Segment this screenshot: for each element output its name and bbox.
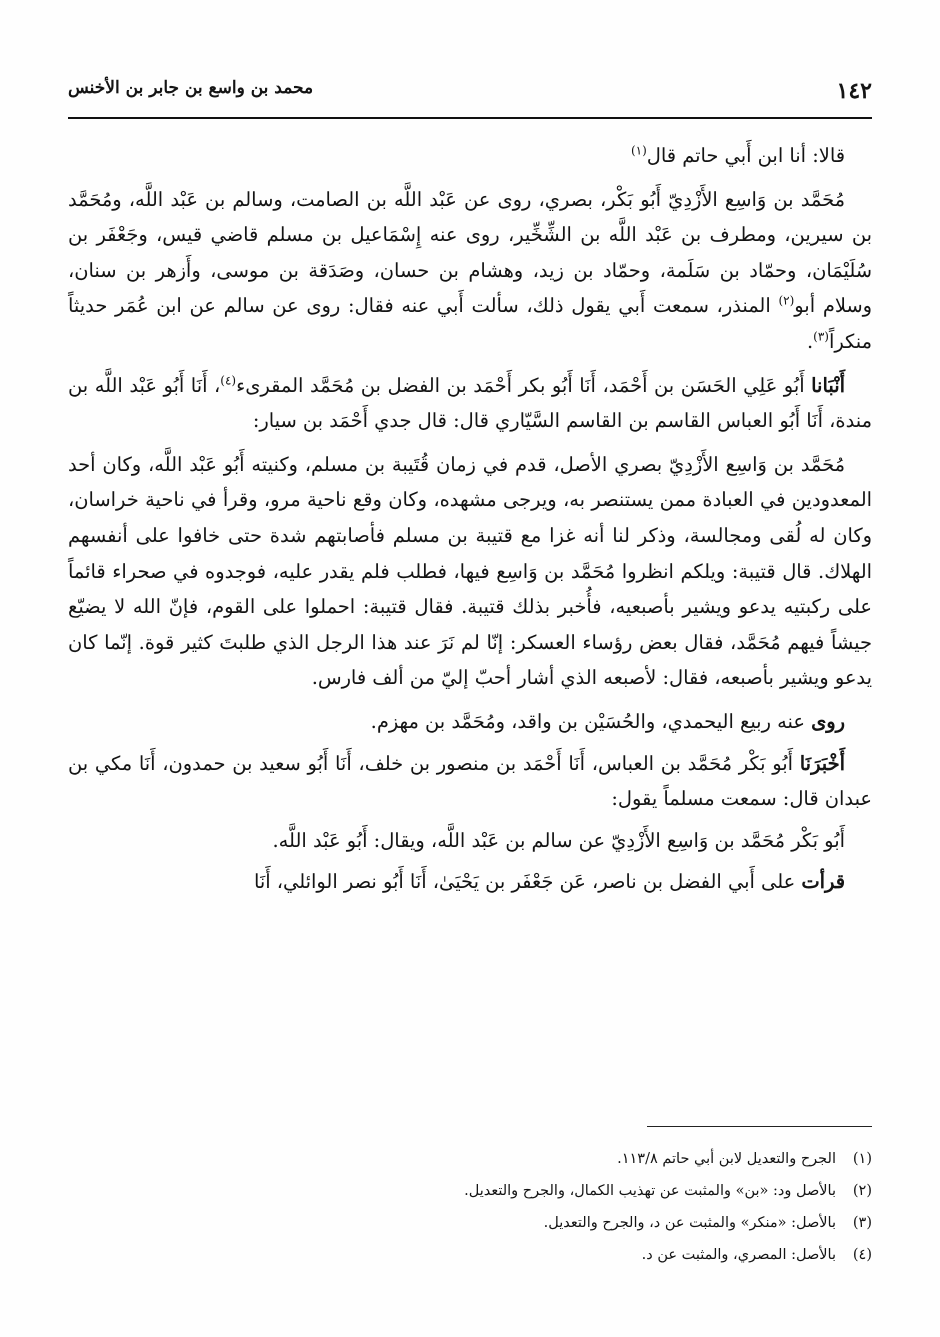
footnote-text: بالأصل ود: «بن» والمثبت عن تهذيب الكمال، والجرح والتعديل. bbox=[464, 1183, 836, 1199]
footnote-ref: (٣) bbox=[813, 329, 829, 344]
footnote-number: (٣) bbox=[852, 1215, 872, 1231]
header-rule bbox=[68, 117, 872, 119]
paragraph-text-cont: المنذر، سمعت أَبي يقول ذلك، سألت أَبي عنه فقال: روى عن سالم عن ابن عُمَر حديثاً منكراً bbox=[68, 294, 872, 353]
footnote-number: (٢) bbox=[852, 1183, 872, 1199]
footnote-number: (٤) bbox=[852, 1247, 872, 1263]
main-text bbox=[68, 138, 872, 906]
paragraph-text: على أَبي الفضل بن ناصر، عَن جَعْفَر بن يَحْيَىٰ، أَنَا أَبُو نصر الوائلي، أَنَا bbox=[253, 870, 802, 894]
paragraph-6 bbox=[68, 746, 872, 817]
paragraph-text: قالا: أنا ابن أَبي حاتم قال bbox=[646, 144, 845, 167]
paragraph-lead: أَخْبَرَنَا bbox=[799, 751, 845, 775]
paragraph-1 bbox=[68, 138, 872, 174]
footnote-ref: (١) bbox=[630, 143, 647, 158]
footnote-rule bbox=[647, 1126, 872, 1127]
footnote-text: بالأصل: المصري، والمثبت عن د. bbox=[641, 1247, 836, 1263]
page-number: ١٤٢ bbox=[836, 78, 872, 104]
paragraph-text: أَبُو عَلِي الحَسَن بن أَحْمَد، أَنَا أَبُو بكر أَحْمَد بن الفضل بن مُحَمَّد المقرىء bbox=[236, 373, 812, 397]
footnote bbox=[68, 1239, 872, 1271]
paragraph-2 bbox=[68, 182, 872, 360]
paragraph-8 bbox=[68, 864, 872, 900]
paragraph-3 bbox=[68, 368, 872, 439]
footnotes bbox=[68, 1143, 872, 1271]
paragraph-end: . bbox=[806, 329, 814, 353]
footnote-ref: (٢) bbox=[778, 293, 795, 308]
paragraph-4 bbox=[68, 447, 872, 696]
paragraph-text: أَبُو بَكْر مُحَمَّد بن العباس، أَنَا أَحْمَد بن منصور بن خلف، أَنَا أَبُو سعيد بن حمدون، أَنَا مكي بن عبدان قال: سمعت مسلماً يقول: bbox=[68, 751, 872, 811]
paragraph-lead: أَنْبَانا bbox=[811, 373, 845, 397]
running-title: محمد بن واسع بن جابر بن الأخنس bbox=[68, 78, 314, 98]
paragraph-7 bbox=[68, 823, 872, 859]
footnote-ref: (٤) bbox=[220, 373, 237, 388]
footnote-text: بالأصل: «منكر» والمثبت عن د، والجرح والتعديل. bbox=[543, 1215, 836, 1231]
footnote bbox=[68, 1143, 872, 1175]
paragraph-5 bbox=[68, 704, 872, 740]
paragraph-text: مُحَمَّد بن وَاسِع الأَزْدِيّ بصري الأصل، قدم في زمان قُتَيبة بن مسلم، وكنيته أَبُو عَبْد اللَّه، وكان أحد المعدودين في العبادة ممن يستنصر به، ويرجى مشهده، وكان وقع ناحية مرو، وقرأ في ناحية خراسان، وكان له لُقى ومجالسة، وذكر لنا أنه غزا مع قتيبة بن مسلم فأصابتهم شدة حتى خافوا على أنفسهم الهلاك. قال قتيبة: ويلكم انظروا مُحَمَّد بن وَاسِع فيها، فطلب فلم يقدر عليه، فوجدوه في صحراء قائماً على ركبتيه يدعو ويشير بأصبعيه، فأُخبر بذلك قتيبة. فقال قتيبة: احملوا على القوم، فإنّ الله لا يضيّع جيشاً فيهم مُحَمَّد، فقال بعض رؤساء العسكر: إنّا لم نَرَ عند هذا الرجل الذي طلبتَ كثير قوة. إنّما كان يدعو ويشير بأصبعه، فقال: لأصبعه الذي أشار أحبّ إليّ من ألف فارس. bbox=[68, 452, 872, 690]
paragraph-lead: قرأت bbox=[801, 870, 845, 894]
footnote bbox=[68, 1207, 872, 1239]
footnote bbox=[68, 1175, 872, 1207]
paragraph-lead: روى bbox=[811, 709, 845, 733]
footnote-text: الجرح والتعديل لابن أبي حاتم ١١٣/٨. bbox=[617, 1151, 836, 1167]
paragraph-text: مُحَمَّد بن وَاسِع الأَزْدِيّ أَبُو بَكْر، بصري، روى عن عَبْد اللَّه بن الصامت، وسالم بن عَبْد اللَّه، ومُحَمَّد بن سيرين، ومطرف بن عَبْد اللَّه بن الشِّخِّير، روى عنه إِسْمَاعيل بن مسلم قاضي قيس، وجَعْفَر بن سُلَيْمَان، وحمّاد بن سَلَمة، وحمّاد بن زيد، وهشام بن حسان، وصَدَقة بن موسى، وأَزهر بن سنان، وسلام أبو bbox=[68, 187, 872, 318]
paragraph-text: أَبُو بَكْر مُحَمَّد بن وَاسِع الأَزْدِيّ عن سالم بن عَبْد اللَّه، ويقال: أَبُو عَبْد اللَّه. bbox=[272, 828, 845, 852]
paragraph-text: عنه ربيع اليحمدي، والحُسَيْن بن واقد، ومُحَمَّد بن مهزم. bbox=[370, 709, 812, 733]
paragraph-text-cont: ، أَنَا أَبُو عَبْد اللَّه بن مندة، أَنَا أَبُو العباس القاسم بن القاسم السَّيّاري قال: قال جدي أَحْمَد بن سيار: bbox=[68, 373, 872, 433]
footnote-number: (١) bbox=[852, 1151, 872, 1167]
page-header bbox=[68, 78, 872, 114]
